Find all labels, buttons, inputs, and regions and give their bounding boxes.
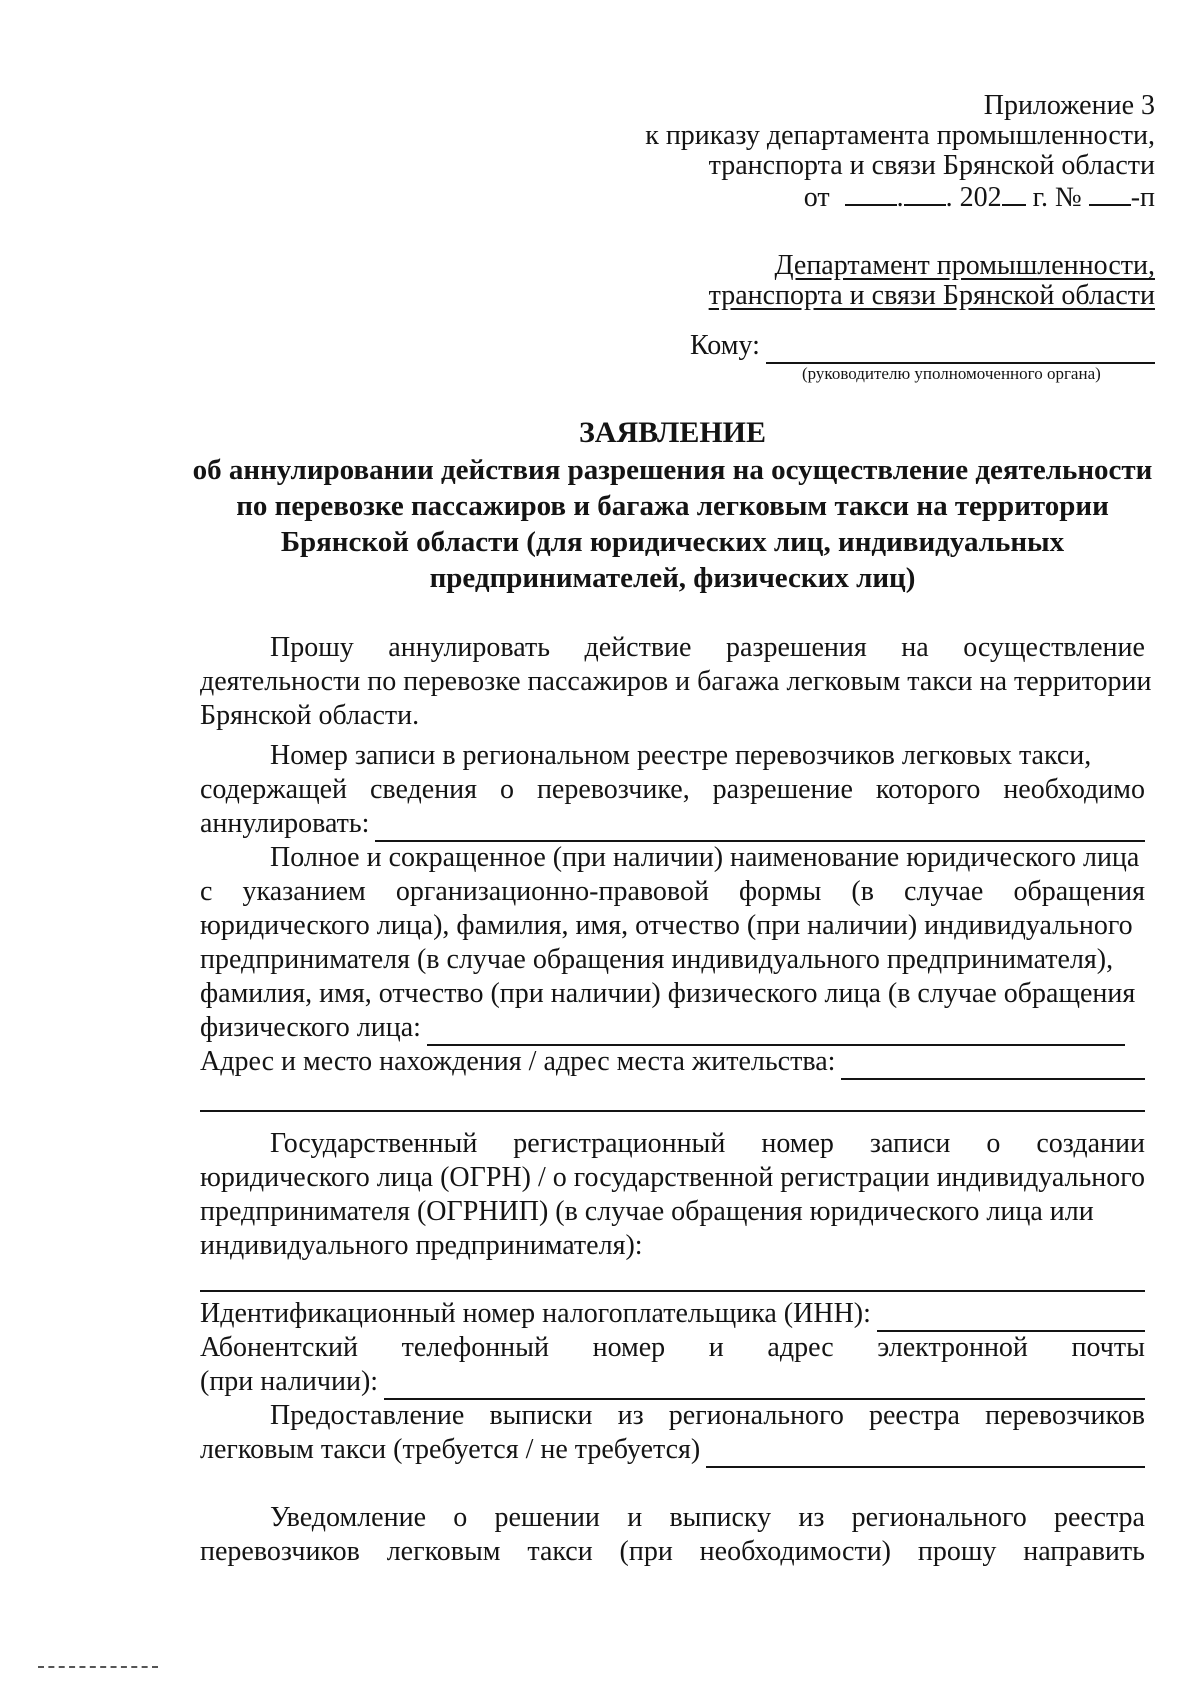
document-subtitle-line: об аннулировании действия разрешения на осуществление деятельности bbox=[192, 454, 1153, 486]
document-subtitle-line: Брянской области (для юридических лиц, индивидуальных bbox=[280, 526, 1065, 558]
body-word: прошу bbox=[917, 1536, 997, 1567]
body-line: Полное и сокращенное (при наличии) наименование юридического лица bbox=[270, 842, 1140, 873]
body-line: предпринимателя (в случае обращения индивидуального предпринимателя), bbox=[200, 944, 1114, 975]
body-word: номер bbox=[592, 1332, 666, 1363]
body-word: направить bbox=[1023, 1536, 1145, 1567]
body-line bbox=[270, 1398, 1145, 1434]
inn-blank[interactable] bbox=[877, 1302, 1145, 1332]
body-word: на bbox=[901, 632, 929, 663]
body-word: перевозчике, bbox=[536, 774, 690, 805]
body-word: перевозчиков bbox=[200, 1536, 360, 1567]
body-line: деятельности по перевозке пассажиров и багажа легковым такси на территории bbox=[200, 666, 1152, 697]
inn-label: Идентификационный номер налогоплательщика (ИНН): bbox=[200, 1298, 871, 1329]
number-suffix: -п bbox=[1130, 182, 1155, 213]
address-blank-continued[interactable] bbox=[200, 1110, 1145, 1112]
body-word: записи bbox=[869, 1128, 951, 1159]
extract-blank[interactable] bbox=[706, 1438, 1145, 1468]
applicant-name-blank[interactable] bbox=[427, 1016, 1125, 1046]
body-word: аннулировать bbox=[388, 632, 550, 663]
body-word: из bbox=[798, 1502, 825, 1533]
body-line bbox=[200, 1534, 1145, 1570]
order-date-line bbox=[804, 178, 1155, 216]
recipient-note: (руководителю уполномоченного органа) bbox=[802, 364, 1101, 383]
body-word: о bbox=[500, 774, 514, 805]
contact-blank[interactable] bbox=[384, 1370, 1145, 1400]
body-word: и bbox=[708, 1332, 724, 1363]
scan-artifact-mark bbox=[38, 1666, 158, 1674]
body-word: и bbox=[627, 1502, 643, 1533]
inn-line bbox=[200, 1296, 1145, 1332]
body-word: выписки bbox=[489, 1400, 593, 1431]
body-word: о bbox=[986, 1128, 1001, 1159]
ogrn-blank[interactable] bbox=[200, 1290, 1145, 1292]
body-line: Номер записи в региональном реестре перевозчиков легковых такси, bbox=[270, 740, 1092, 771]
body-word: Предоставление bbox=[270, 1400, 465, 1431]
body-word: о bbox=[453, 1502, 468, 1533]
registry-number-blank[interactable] bbox=[375, 812, 1145, 842]
document-subtitle-line: предпринимателей, физических лиц) bbox=[429, 562, 916, 594]
body-word: перевозчиков bbox=[985, 1400, 1145, 1431]
body-word: решении bbox=[494, 1502, 600, 1533]
body-word: адрес bbox=[767, 1332, 834, 1363]
body-word: необходимости) bbox=[699, 1536, 892, 1567]
body-word: осуществление bbox=[963, 632, 1145, 663]
day-blank[interactable] bbox=[845, 178, 897, 206]
body-word: электронной bbox=[877, 1332, 1028, 1363]
body-line bbox=[200, 874, 1145, 910]
extract-line bbox=[200, 1432, 1145, 1468]
body-word: действие bbox=[584, 632, 692, 663]
registry-number-line bbox=[200, 806, 1145, 842]
body-word: разрешения bbox=[725, 632, 867, 663]
order-reference-line: транспорта и связи Брянской области bbox=[708, 150, 1155, 181]
to-line bbox=[690, 328, 1155, 364]
department-name: транспорта и связи Брянской области bbox=[708, 280, 1155, 311]
body-word: легковым bbox=[386, 1536, 501, 1567]
body-word: Абонентский bbox=[200, 1332, 359, 1363]
body-line bbox=[270, 1500, 1145, 1536]
applicant-name-label: физического лица: bbox=[200, 1012, 421, 1043]
body-word: номер bbox=[761, 1128, 834, 1159]
body-word: регистрационный bbox=[513, 1128, 726, 1159]
body-word: содержащей bbox=[200, 774, 348, 805]
body-word: реестра bbox=[868, 1400, 960, 1431]
body-word: почты bbox=[1071, 1332, 1145, 1363]
month-blank[interactable] bbox=[904, 178, 946, 206]
body-word: необходимо bbox=[1003, 774, 1145, 805]
to-label: Кому: bbox=[690, 330, 760, 361]
body-word: такси bbox=[527, 1536, 593, 1567]
appendix-label: Приложение 3 bbox=[983, 90, 1155, 121]
contact-label: (при наличии): bbox=[200, 1366, 379, 1397]
body-line: фамилия, имя, отчество (при наличии) физического лица (в случае обращения bbox=[200, 978, 1136, 1009]
body-line: индивидуального предпринимателя): bbox=[200, 1230, 643, 1261]
address-line bbox=[200, 1044, 1145, 1080]
body-word: организационно-правовой bbox=[395, 876, 709, 907]
registry-number-label: аннулировать: bbox=[200, 808, 370, 839]
body-line bbox=[200, 772, 1145, 808]
body-word: Уведомление bbox=[270, 1502, 427, 1533]
body-word: из bbox=[617, 1400, 644, 1431]
recipient-blank[interactable] bbox=[766, 334, 1155, 364]
body-word: разрешение bbox=[712, 774, 853, 805]
order-reference-line: к приказу департамента промышленности, bbox=[645, 120, 1155, 151]
body-word: создании bbox=[1036, 1128, 1145, 1159]
body-word: (в bbox=[851, 876, 874, 907]
body-word: (при bbox=[619, 1536, 673, 1567]
body-word: с bbox=[200, 876, 213, 907]
body-word: случае bbox=[904, 876, 984, 907]
body-line bbox=[270, 1126, 1145, 1162]
year-blank[interactable] bbox=[1002, 178, 1026, 206]
body-word: Прошу bbox=[270, 632, 354, 663]
contact-line bbox=[200, 1364, 1145, 1400]
address-label: Адрес и место нахождения / адрес места жительства: bbox=[200, 1046, 836, 1077]
body-word: регионального bbox=[851, 1502, 1027, 1533]
body-line: юридического лица (ОГРН) / о государственной регистрации индивидуального bbox=[200, 1162, 1146, 1193]
body-word: которого bbox=[875, 774, 981, 805]
body-word: регионального bbox=[668, 1400, 844, 1431]
body-word: Государственный bbox=[270, 1128, 478, 1159]
document-title: ЗАЯВЛЕНИЕ bbox=[578, 416, 767, 449]
department-name: Департамент промышленности, bbox=[774, 250, 1155, 281]
address-blank[interactable] bbox=[841, 1050, 1145, 1080]
applicant-name-line bbox=[200, 1010, 1125, 1046]
number-label: г. № bbox=[1032, 182, 1082, 213]
order-number-blank[interactable] bbox=[1089, 178, 1131, 206]
body-line bbox=[270, 630, 1145, 666]
date-prefix: от bbox=[803, 182, 830, 213]
date-year: . 202 bbox=[945, 182, 1002, 213]
body-word: телефонный bbox=[401, 1332, 549, 1363]
body-word: выписку bbox=[669, 1502, 772, 1533]
body-line bbox=[200, 1330, 1145, 1366]
body-line: юридического лица), фамилия, имя, отчество (при наличии) индивидуального bbox=[200, 910, 1133, 941]
document-subtitle-line: по перевозке пассажиров и багажа легковым такси на территории bbox=[236, 490, 1109, 522]
body-word: формы bbox=[739, 876, 822, 907]
body-word: реестра bbox=[1054, 1502, 1145, 1533]
body-line: предпринимателя (ОГРНИП) (в случае обращения юридического лица или bbox=[200, 1196, 1094, 1227]
body-line: Брянской области. bbox=[200, 700, 420, 731]
body-word: сведения bbox=[369, 774, 478, 805]
extract-label: легковым такси (требуется / не требуется) bbox=[200, 1434, 701, 1465]
date-separator: . bbox=[896, 182, 904, 213]
body-word: обращения bbox=[1013, 876, 1145, 907]
body-word: указанием bbox=[242, 876, 366, 907]
